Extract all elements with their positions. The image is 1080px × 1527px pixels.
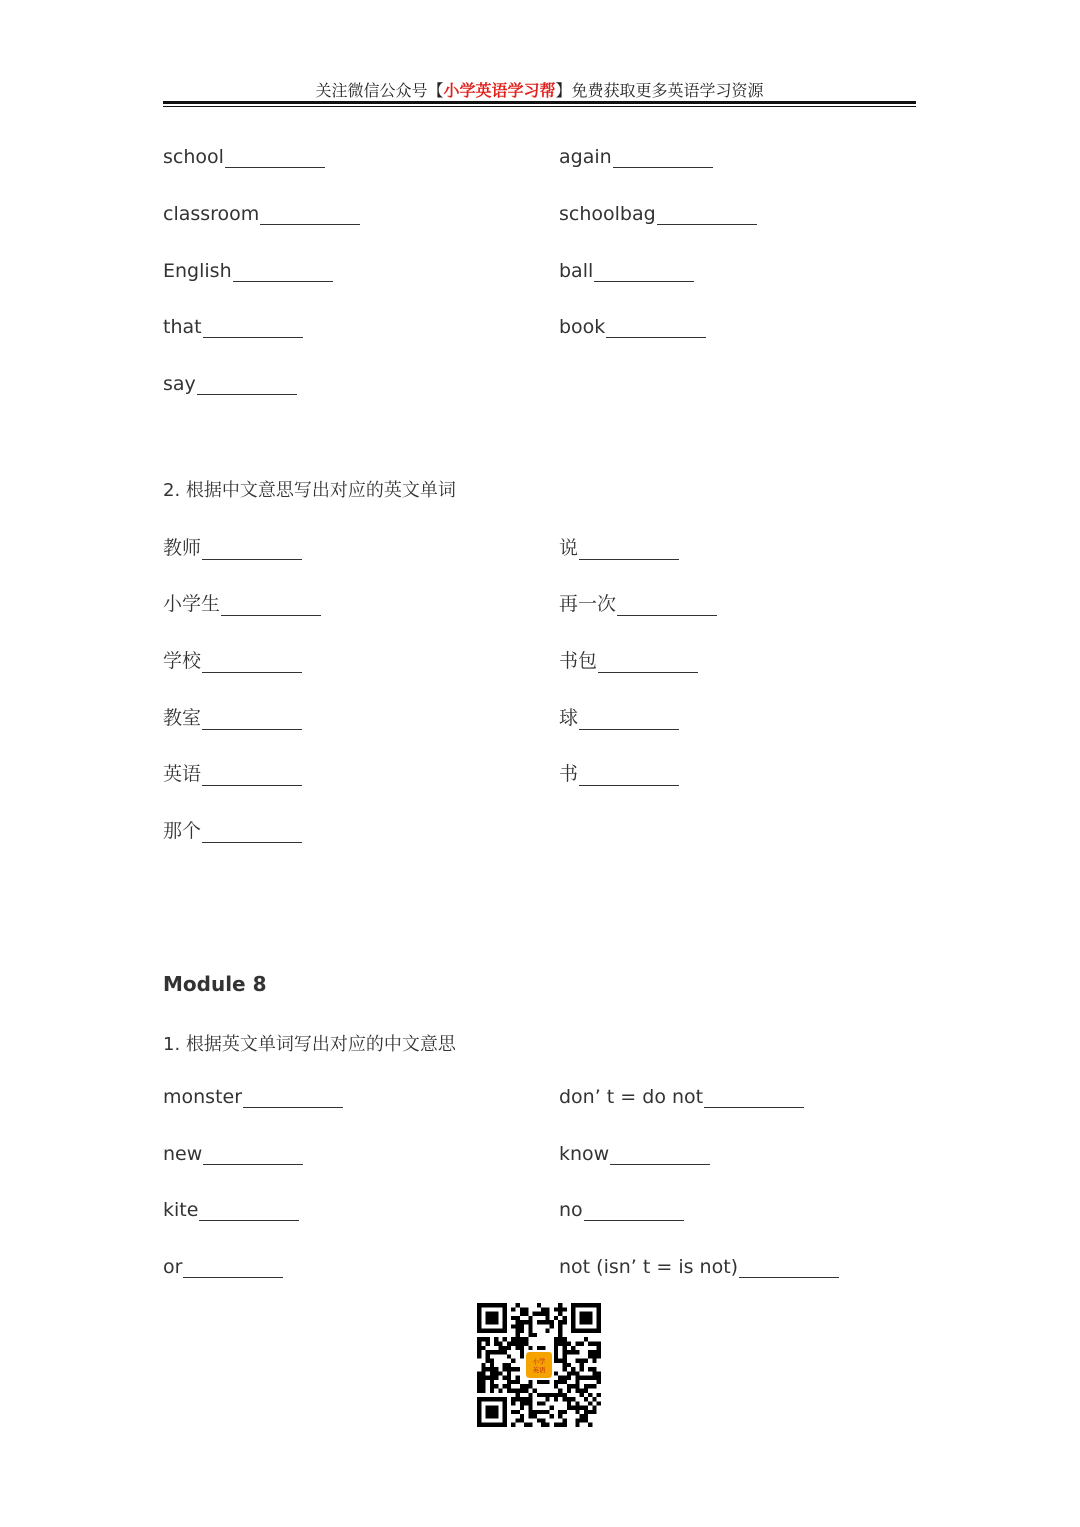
word-item: kite (163, 1199, 299, 1221)
answer-blank[interactable] (202, 541, 302, 560)
answer-blank[interactable] (657, 206, 757, 225)
header-rule-thick (163, 101, 916, 104)
word-item: 那个 (163, 816, 302, 843)
answer-blank[interactable] (202, 654, 302, 673)
answer-blank[interactable] (704, 1089, 804, 1108)
word-item: not (isn’ t = is not) (559, 1256, 839, 1278)
answer-blank[interactable] (584, 1202, 684, 1221)
header-prefix: 关注微信公众号【 (315, 81, 444, 100)
answer-blank[interactable] (202, 711, 302, 730)
section-title: 1. 根据英文单词写出对应的中文意思 (163, 1034, 456, 1055)
answer-blank[interactable] (579, 767, 679, 786)
answer-blank[interactable] (594, 263, 694, 282)
section-title: 2. 根据中文意思写出对应的英文单词 (163, 480, 456, 501)
word-item: 说 (559, 533, 679, 560)
answer-blank[interactable] (579, 711, 679, 730)
header-highlight: 小学英语学习帮 (443, 81, 556, 100)
qr-logo-text-1: 小学 (532, 1357, 546, 1366)
qr-code-icon (477, 1303, 601, 1427)
answer-blank[interactable] (610, 1146, 710, 1165)
answer-blank[interactable] (202, 824, 302, 843)
word-item: new (163, 1143, 303, 1165)
answer-blank[interactable] (579, 541, 679, 560)
answer-blank[interactable] (243, 1089, 343, 1108)
module-title: Module 8 (163, 972, 267, 996)
answer-blank[interactable] (203, 1146, 303, 1165)
word-item: 小学生 (163, 589, 321, 616)
word-item: 教室 (163, 703, 302, 730)
answer-blank[interactable] (199, 1202, 299, 1221)
answer-blank[interactable] (613, 149, 713, 168)
answer-blank[interactable] (203, 319, 303, 338)
answer-blank[interactable] (260, 206, 360, 225)
word-item: that (163, 316, 303, 338)
word-item: say (163, 373, 297, 395)
word-item: or (163, 1256, 283, 1278)
header-rule-thin (163, 106, 916, 107)
answer-blank[interactable] (183, 1259, 283, 1278)
answer-blank[interactable] (233, 263, 333, 282)
page-header (163, 78, 916, 101)
word-item: 学校 (163, 646, 302, 673)
word-item: know (559, 1143, 710, 1165)
answer-blank[interactable] (197, 376, 297, 395)
word-item: book (559, 316, 706, 338)
word-item: classroom (163, 203, 360, 225)
word-item: 再一次 (559, 589, 717, 616)
word-item: 英语 (163, 759, 302, 786)
qr-logo-text-2: 英语 (532, 1365, 546, 1374)
answer-blank[interactable] (606, 319, 706, 338)
answer-blank[interactable] (739, 1259, 839, 1278)
answer-blank[interactable] (221, 597, 321, 616)
word-item: 书包 (559, 646, 698, 673)
word-item: schoolbag (559, 203, 757, 225)
word-item: again (559, 146, 713, 168)
answer-blank[interactable] (225, 149, 325, 168)
word-item: 球 (559, 703, 679, 730)
word-item: monster (163, 1086, 343, 1108)
word-item: 书 (559, 759, 679, 786)
answer-blank[interactable] (598, 654, 698, 673)
answer-blank[interactable] (202, 767, 302, 786)
word-item: 教师 (163, 533, 302, 560)
header-suffix: 】免费获取更多英语学习资源 (555, 81, 764, 100)
word-item: school (163, 146, 325, 168)
word-item: don’ t = do not (559, 1086, 804, 1108)
answer-blank[interactable] (617, 597, 717, 616)
word-item: English (163, 260, 333, 282)
word-item: no (559, 1199, 684, 1221)
word-item: ball (559, 260, 694, 282)
